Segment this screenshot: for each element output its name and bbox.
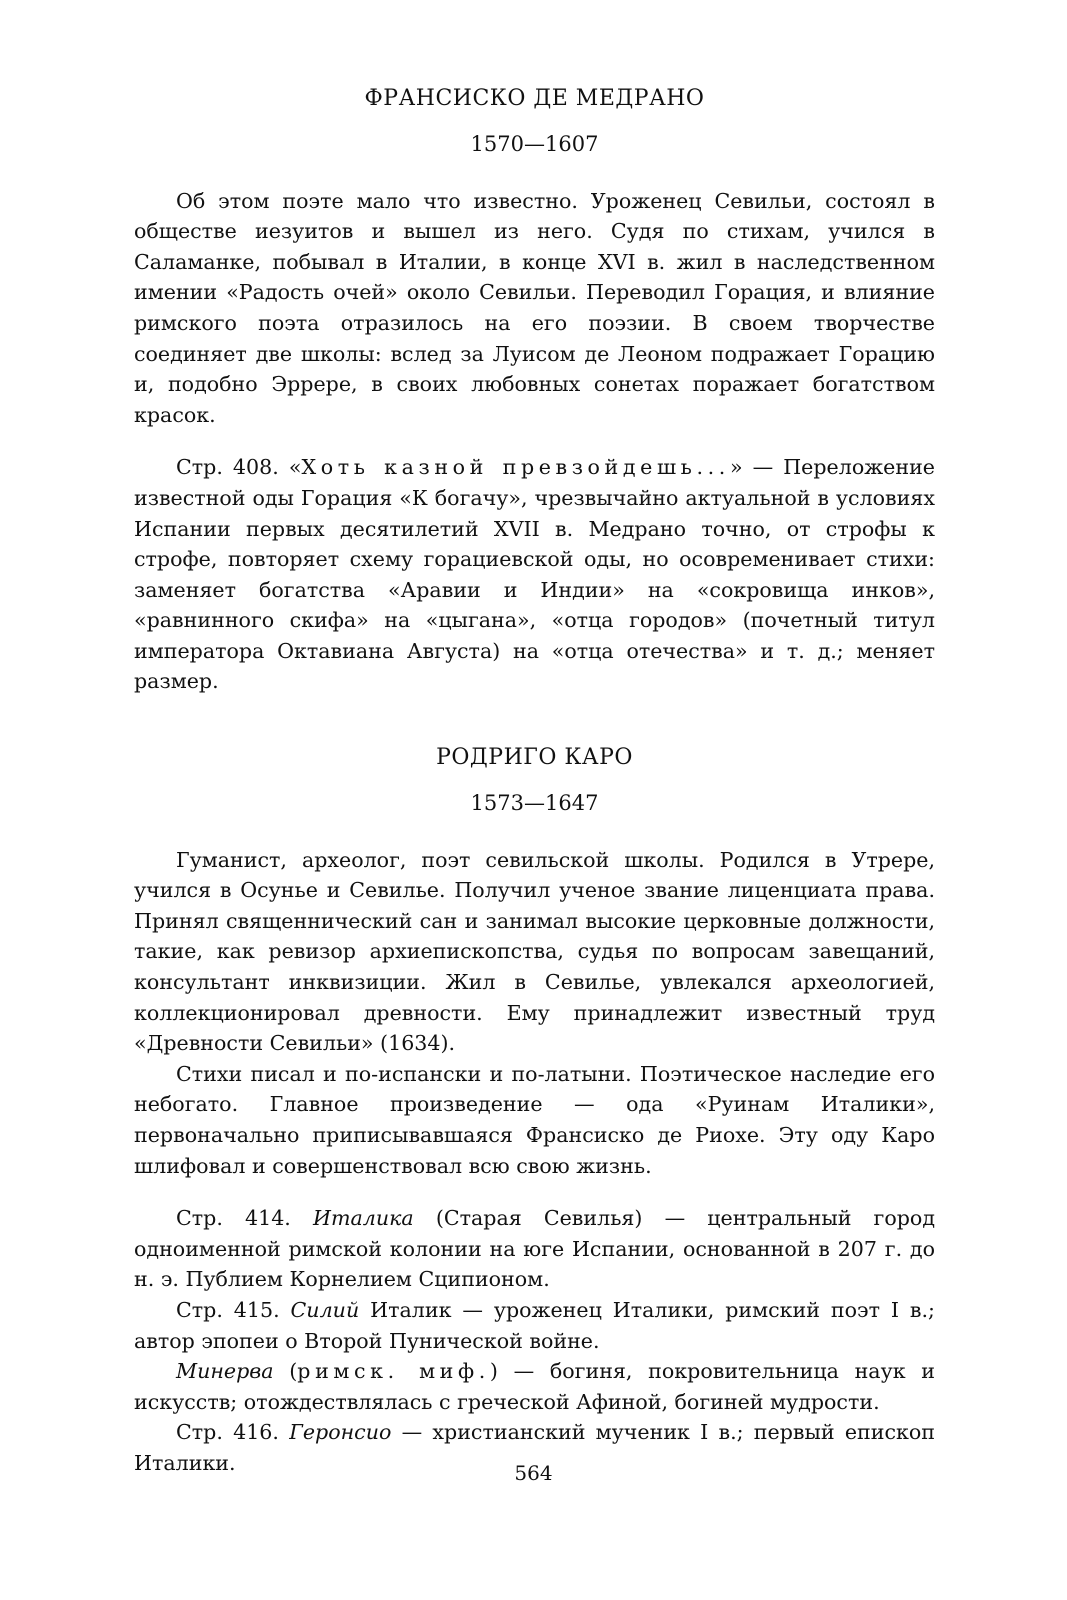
note-text: ( [273,1359,298,1384]
commentary-note [134,1295,935,1356]
note-title: Хоть казной превзойдешь... [301,455,730,480]
note-reference: Стр. 408. « [176,455,302,480]
note-term: Силий [290,1297,360,1322]
note-text: ) — богиня, покровительница наук и искусств; отождествлялась с греческой Афиной, богиней мудрости. [134,1359,935,1414]
note-reference: Стр. 415. [176,1297,291,1322]
section-years: 1570—1607 [470,132,599,157]
commentary-note [134,452,935,697]
section-medrano [134,86,935,697]
note-term: Италика [312,1206,414,1231]
note-term: Геронсио [289,1420,392,1445]
section-heading: РОДРИГО КАРО [436,745,633,771]
section-caro [134,745,935,1478]
page-number: 564 [514,1461,553,1485]
note-reference: Стр. 416. [176,1420,290,1445]
section-years: 1573—1647 [470,791,599,816]
biography-paragraph: Стихи писал и по-испански и по-латыни. Поэтическое наследие его небогато. Главное произведение — ода «Руинам Италики», первоначально приписывавшаяся Франсиско де Риохе. Эту оду Каро шлифовал и совершенствовал всю свою жизнь. [134,1061,935,1178]
note-spaced-abbrev: римск. миф. [297,1359,490,1384]
note-text: Италик — уроженец Италики, римский поэт I в.; автор эпопеи о Второй Пунической войне. [134,1297,935,1353]
biography-paragraph: Об этом поэте мало что известно. Уроженец Севильи, состоял в обществе иезуитов и вышел из него. Судя по стихам, учился в Саламанке, побывал в Италии, в конце XVI в. жил в наследственном имении «Радость очей» около Севильи. Переводил Горация, и влияние римского поэта отразилось на его поэзии. В своем творчестве соединяет две школы: вслед за Луисом де Леоном подражает Горацию и, подобно Эррере, в своих любовных сонетах поражает богатством красок. [134,188,935,427]
note-text: » — Переложение известной оды Горация «К богачу», чрезвычайно актуальной в условиях Испании первых десятилетий XVII в. Медрано точно, от строфы к строфе, повторяет схему горациевской оды, но осовременивает стихи: заменяет богатства «Аравии и Индии» на «сокровища инков», «равнинного скифа» на «цыгана», «отца городов» (почетный титул императора Октавиана Августа) на «отца отечества» и т. д.; меняет размер. [134,455,935,694]
note-term: Минерва [176,1359,274,1384]
commentary-note [134,1356,935,1417]
note-text: — христианский мученик I в.; первый епископ Италики. [134,1420,935,1475]
note-text: (Старая Севилья) — центральный город одноименной римской колонии на юге Испании, основанной в 207 г. до н. э. Публием Корнелием Сципионом. [134,1206,936,1292]
note-reference: Стр. 414. [176,1206,313,1231]
biography-paragraph: Гуманист, археолог, поэт севильской школы. Родился в Утрере, учился в Осунье и Севилье. Получил ученое звание лиценциата права. Принял священнический сан и занимал высокие церковные должности, такие, как ревизор архиепископства, судья по вопросам завещаний, консультант инквизиции. Жил в Севилье, увлекался археологией, коллекционировал древности. Ему принадлежит известный труд «Древности Севильи» (1634). [134,847,935,1056]
section-heading: ФРАНСИСКО ДЕ МЕДРАНО [364,86,705,111]
commentary-note [134,1203,935,1295]
